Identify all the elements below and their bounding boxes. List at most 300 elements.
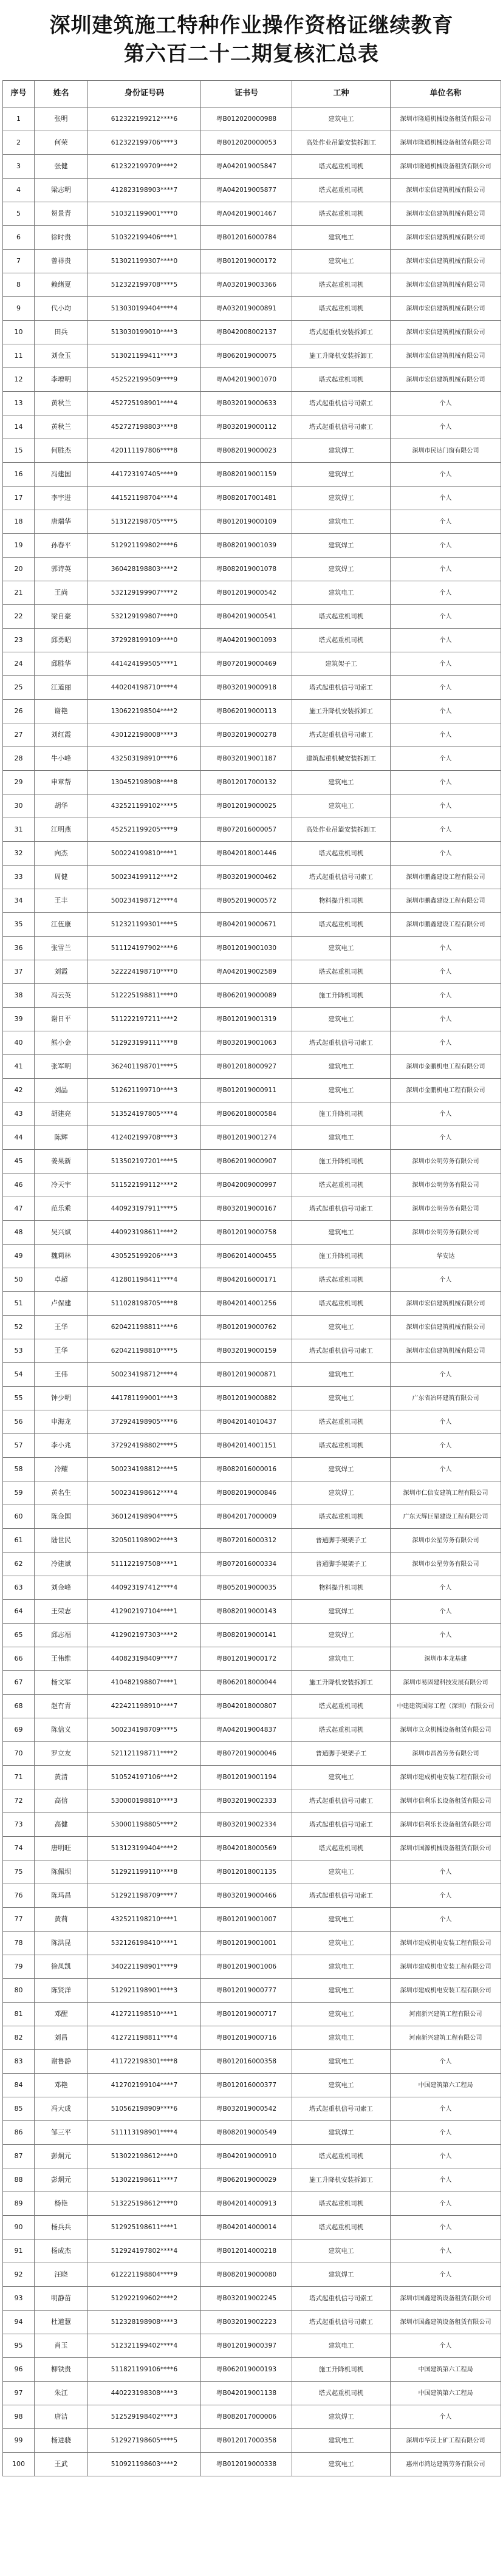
row-name-cell: 王华 [35,1339,88,1363]
row-type-cell: 建筑电工 [292,1055,391,1079]
table-row [3,179,501,202]
row-type-cell: 建筑焊工 [292,463,391,487]
row-seq-cell: 91 [3,2239,35,2263]
table-row [3,1505,501,1529]
row-unit-cell: 深圳市公星劳务有限公司 [391,1529,501,1553]
row-unit-cell: 深圳市建成机电安装工程有限公司 [391,1932,501,1955]
row-type-cell: 建筑电工 [292,1008,391,1031]
row-seq-cell: 84 [3,2074,35,2097]
row-name-cell: 赵有青 [35,1695,88,1718]
row-cert-cell: 粤B042016000171 [201,1268,292,1292]
row-name-cell: 梁志明 [35,179,88,202]
table-row [3,439,501,463]
row-name-cell: 向杰 [35,842,88,866]
row-id-cell: 130452198908****8 [88,771,201,794]
row-id-cell: 511124197902****6 [88,937,201,960]
table-row [3,747,501,771]
row-id-cell: 511028198705****8 [88,1292,201,1316]
row-seq-cell: 65 [3,1624,35,1647]
row-type-cell: 建筑电工 [292,1932,391,1955]
row-id-cell: 432521198210****1 [88,1908,201,1932]
table-row [3,1316,501,1339]
row-name-cell: 王伟 [35,1363,88,1387]
row-cert-cell: 粤B082019000846 [201,1481,292,1505]
row-unit-cell: 个人 [391,984,501,1008]
row-seq-cell: 16 [3,463,35,487]
row-cert-cell: 粤B012019000911 [201,1079,292,1102]
row-id-cell: 530001198805****2 [88,1813,201,1837]
row-seq-cell: 24 [3,652,35,676]
table-row [3,1955,501,1979]
table-row [3,226,501,250]
row-id-cell: 510321199001****0 [88,202,201,226]
row-type-cell: 建筑电工 [292,771,391,794]
table-row [3,1174,501,1197]
row-cert-cell: 粤B032019000112 [201,415,292,439]
row-type-cell: 高处作业吊篮安装拆卸工 [292,131,391,155]
row-id-cell: 441521198704****4 [88,487,201,510]
row-unit-cell: 深圳市公星劳务有限公司 [391,1553,501,1576]
row-name-cell: 张雪兰 [35,937,88,960]
row-name-cell: 江明燕 [35,818,88,842]
table-row [3,1434,501,1458]
row-cert-cell: 粤B062019000907 [201,1150,292,1174]
row-type-cell: 施工升降机安装拆卸工 [292,700,391,723]
row-cert-cell: 粤A042019004837 [201,1718,292,1742]
row-type-cell: 建筑电工 [292,2429,391,2453]
row-type-cell: 建筑电工 [292,1955,391,1979]
row-id-cell: 513022198611****7 [88,2168,201,2192]
row-unit-cell: 个人 [391,2168,501,2192]
row-cert-cell: 粤B042018000807 [201,1695,292,1718]
row-unit-cell: 深圳市建成机电安装工程有限公司 [391,1766,501,1789]
row-id-cell: 412402199708****3 [88,1126,201,1150]
row-id-cell: 372924198905****6 [88,1410,201,1434]
row-unit-cell: 深圳市宏信建筑机械有限公司 [391,368,501,392]
row-unit-cell: 深圳市隆通机械设备租赁有限公司 [391,131,501,155]
row-id-cell: 512921199110****8 [88,1860,201,1884]
row-id-cell: 620421198811****6 [88,1316,201,1339]
row-unit-cell: 惠州市鸿达建筑劳务有限公司 [391,2453,501,2476]
row-unit-cell: 个人 [391,1031,501,1055]
row-name-cell: 黄清 [35,1766,88,1789]
row-seq-cell: 1 [3,108,35,131]
row-type-cell: 塔式起重机司机 [292,605,391,629]
row-cert-cell: 粤B062019000029 [201,2168,292,2192]
row-id-cell: 372924198802****5 [88,1434,201,1458]
row-seq-cell: 29 [3,771,35,794]
row-seq-cell: 48 [3,1221,35,1245]
row-id-cell: 513021199411****3 [88,344,201,368]
row-type-cell: 塔式起重机信号司索工 [292,1339,391,1363]
table-row [3,273,501,297]
table-row [3,2145,501,2168]
row-unit-cell: 深圳市国鑫建筑设备租赁有限公司 [391,2287,501,2311]
row-cert-cell: 粤B032019000918 [201,676,292,700]
row-cert-cell: 粤B032019002333 [201,1789,292,1813]
row-seq-cell: 49 [3,1245,35,1268]
table-row [3,1268,501,1292]
row-name-cell: 谢日平 [35,1008,88,1031]
title-line-2: 第六百二十二期复核汇总表 [124,42,379,66]
row-type-cell: 施工升降机司机 [292,2358,391,2382]
table-row [3,842,501,866]
row-cert-cell: 粤B032019001063 [201,1031,292,1055]
row-type-cell: 建筑电工 [292,1221,391,1245]
row-type-cell: 塔式起重机信号司索工 [292,1789,391,1813]
table-row [3,250,501,273]
row-seq-cell: 37 [3,960,35,984]
row-cert-cell: 粤A042019005877 [201,179,292,202]
row-unit-cell: 个人 [391,2050,501,2074]
row-name-cell: 何荣 [35,131,88,155]
row-unit-cell: 个人 [391,581,501,605]
row-cert-cell: 粤B042014001151 [201,1434,292,1458]
row-seq-cell: 87 [3,2145,35,2168]
row-id-cell: 320501198902****3 [88,1529,201,1553]
row-type-cell: 建筑电工 [292,1316,391,1339]
row-type-cell: 塔式起重机司机 [292,2216,391,2239]
row-cert-cell: 粤B012020000053 [201,131,292,155]
row-name-cell: 陈信义 [35,1718,88,1742]
document-title [2,0,501,80]
row-cert-cell: 粤B082019000549 [201,2121,292,2145]
row-seq-cell: 47 [3,1197,35,1221]
row-cert-cell: 粤B042018001446 [201,842,292,866]
row-seq-cell: 78 [3,1932,35,1955]
row-id-cell: 452521199205****9 [88,818,201,842]
row-unit-cell: 深圳市仁信安建筑工程有限公司 [391,1481,501,1505]
row-type-cell: 塔式起重机司机 [292,1292,391,1316]
row-id-cell: 513502197201****5 [88,1150,201,1174]
row-unit-cell: 河南新兴建筑工程有限公司 [391,2026,501,2050]
row-seq-cell: 71 [3,1766,35,1789]
row-cert-cell: 粤B082019001039 [201,534,292,558]
table-row [3,1979,501,2003]
row-cert-cell: 粤B012019000338 [201,2453,292,2476]
row-cert-cell: 粤B042014000014 [201,2216,292,2239]
row-seq-cell: 64 [3,1600,35,1624]
row-id-cell: 500234199112****2 [88,866,201,889]
table-row [3,392,501,415]
row-seq-cell: 92 [3,2263,35,2287]
header-certificate-number: 证书号 [201,81,292,108]
table-row [3,368,501,392]
table-row [3,1813,501,1837]
row-type-cell: 普通脚手架架子工 [292,1742,391,1766]
row-id-cell: 532129199907****2 [88,581,201,605]
row-seq-cell: 12 [3,368,35,392]
row-unit-cell: 深圳市隆通机械设备租赁有限公司 [391,108,501,131]
row-seq-cell: 8 [3,273,35,297]
row-type-cell: 建筑电工 [292,2239,391,2263]
row-cert-cell: 粤B012019000716 [201,2026,292,2050]
row-unit-cell: 个人 [391,1008,501,1031]
row-id-cell: 511821199106****6 [88,2358,201,2382]
table-header-row [3,81,501,108]
row-unit-cell: 深圳市易固建科技发展有限公司 [391,1671,501,1695]
table-row [3,2263,501,2287]
table-row [3,1695,501,1718]
row-seq-cell: 43 [3,1102,35,1126]
row-id-cell: 412702199104****7 [88,2074,201,2097]
row-unit-cell: 深圳市信利乐长设备租赁有限公司 [391,1789,501,1813]
row-name-cell: 彭炯元 [35,2168,88,2192]
row-name-cell: 魏莉林 [35,1245,88,1268]
row-unit-cell: 个人 [391,392,501,415]
row-seq-cell: 74 [3,1837,35,1860]
table-row [3,463,501,487]
table-row [3,1624,501,1647]
row-seq-cell: 56 [3,1410,35,1434]
row-type-cell: 施工升降机安装拆卸工 [292,2168,391,2192]
row-cert-cell: 粤B012019001001 [201,1932,292,1955]
row-seq-cell: 11 [3,344,35,368]
row-cert-cell: 粤B072016000334 [201,1553,292,1576]
row-seq-cell: 82 [3,2026,35,2050]
row-cert-cell: 粤B082017000006 [201,2405,292,2429]
row-id-cell: 372928199109****0 [88,629,201,652]
row-cert-cell: 粤B032019000466 [201,1884,292,1908]
row-id-cell: 612221198804****9 [88,2263,201,2287]
row-id-cell: 440204198710****4 [88,676,201,700]
row-unit-cell: 深圳市华沃上矿工程有限公司 [391,2429,501,2453]
row-id-cell: 513021199307****0 [88,250,201,273]
row-cert-cell: 粤B052019000035 [201,1576,292,1600]
table-row [3,1481,501,1505]
row-cert-cell: 粤B032019002245 [201,2287,292,2311]
row-cert-cell: 粤B062014000455 [201,1245,292,1268]
header-unit-name: 单位名称 [391,81,501,108]
row-cert-cell: 粤B012019001274 [201,1126,292,1150]
table-row [3,2097,501,2121]
row-id-cell: 513123199404****2 [88,1837,201,1860]
row-unit-cell: 个人 [391,605,501,629]
row-type-cell: 建筑焊工 [292,2121,391,2145]
row-cert-cell: 粤B042014000913 [201,2192,292,2216]
row-name-cell: 胡华 [35,794,88,818]
table-row [3,202,501,226]
row-id-cell: 512621199710****3 [88,1079,201,1102]
row-name-cell: 赖绪夏 [35,273,88,297]
row-seq-cell: 66 [3,1647,35,1671]
row-cert-cell: 粤A042019005847 [201,155,292,179]
row-seq-cell: 54 [3,1363,35,1387]
table-row [3,771,501,794]
row-type-cell: 塔式起重机司机 [292,368,391,392]
row-id-cell: 440923198611****2 [88,1221,201,1245]
row-name-cell: 冷天宇 [35,1174,88,1197]
row-seq-cell: 85 [3,2097,35,2121]
row-name-cell: 唐瑞华 [35,510,88,534]
table-row [3,1008,501,1031]
row-unit-cell: 深圳市本龙基建 [391,1647,501,1671]
row-id-cell: 412902197104****1 [88,1600,201,1624]
table-row [3,2382,501,2405]
row-name-cell: 杨文军 [35,1671,88,1695]
row-seq-cell: 67 [3,1671,35,1695]
row-name-cell: 陈玛昌 [35,1884,88,1908]
header-id-number: 身份证号码 [88,81,201,108]
row-type-cell: 高处作业吊篮安装拆卸工 [292,818,391,842]
row-seq-cell: 30 [3,794,35,818]
row-id-cell: 500234198612****4 [88,1481,201,1505]
row-name-cell: 刘晶 [35,1079,88,1102]
table-row [3,2405,501,2429]
row-name-cell: 江伍康 [35,913,88,937]
row-cert-cell: 粤B082019000141 [201,1624,292,1647]
table-row [3,487,501,510]
row-seq-cell: 33 [3,866,35,889]
row-name-cell: 杨艳 [35,2192,88,2216]
row-name-cell: 高健 [35,1813,88,1837]
row-id-cell: 512924197802****4 [88,2239,201,2263]
row-id-cell: 522224198710****0 [88,960,201,984]
row-name-cell: 牛小峰 [35,747,88,771]
row-type-cell: 塔式起重机司机 [292,155,391,179]
row-id-cell: 512927198605****5 [88,2429,201,2453]
row-cert-cell: 粤A042019001467 [201,202,292,226]
row-id-cell: 452727198803****8 [88,415,201,439]
row-seq-cell: 80 [3,1979,35,2003]
row-id-cell: 512322199708****5 [88,273,201,297]
table-row [3,913,501,937]
row-seq-cell: 50 [3,1268,35,1292]
row-name-cell: 李增明 [35,368,88,392]
table-row [3,2453,501,2476]
row-unit-cell: 深圳市鹏鑫建设工程有限公司 [391,889,501,913]
table-row [3,1363,501,1387]
row-type-cell: 建筑电工 [292,510,391,534]
table-row [3,723,501,747]
table-row [3,2168,501,2192]
row-cert-cell: 粤B072016000312 [201,1529,292,1553]
row-unit-cell: 深圳市民达门窗有限公司 [391,439,501,463]
row-name-cell: 高信 [35,1789,88,1813]
row-seq-cell: 73 [3,1813,35,1837]
row-name-cell: 柳铁贵 [35,2358,88,2382]
row-unit-cell: 个人 [391,700,501,723]
row-name-cell: 徐凤凯 [35,1955,88,1979]
row-id-cell: 420111197806****8 [88,439,201,463]
row-seq-cell: 13 [3,392,35,415]
row-id-cell: 452522199509****9 [88,368,201,392]
row-cert-cell: 粤B012019001194 [201,1766,292,1789]
header-job-type: 工种 [292,81,391,108]
row-unit-cell: 深圳市宏信建筑机械有限公司 [391,297,501,321]
row-name-cell: 陈金国 [35,1505,88,1529]
row-cert-cell: 粤B012019001006 [201,1955,292,1979]
row-name-cell: 申海龙 [35,1410,88,1434]
row-type-cell: 塔式起重机司机 [292,960,391,984]
row-name-cell: 刘霞 [35,960,88,984]
row-unit-cell: 个人 [391,1434,501,1458]
row-seq-cell: 59 [3,1481,35,1505]
row-cert-cell: 粤B012019001030 [201,937,292,960]
row-type-cell: 塔式起重机信号司索工 [292,1813,391,1837]
row-id-cell: 430525199206****3 [88,1245,201,1268]
row-type-cell: 塔式起重机信号司索工 [292,676,391,700]
row-cert-cell: 粤B012019000762 [201,1316,292,1339]
row-unit-cell: 个人 [391,771,501,794]
row-name-cell: 胡建亮 [35,1102,88,1126]
row-name-cell: 杨成杰 [35,2239,88,2263]
table-row [3,344,501,368]
row-unit-cell: 中国建筑第六工程局 [391,2382,501,2405]
row-seq-cell: 19 [3,534,35,558]
row-id-cell: 513122198705****5 [88,510,201,534]
row-type-cell: 塔式起重机信号司索工 [292,392,391,415]
row-type-cell: 建筑电工 [292,2074,391,2097]
row-id-cell: 500234198712****4 [88,1363,201,1387]
row-id-cell: 530000198810****3 [88,1789,201,1813]
row-name-cell: 冯建国 [35,463,88,487]
table-row [3,1766,501,1789]
row-type-cell: 塔式起重机司机 [292,1718,391,1742]
row-cert-cell: 粤B062018000584 [201,1102,292,1126]
row-unit-cell: 深圳市公明劳务有限公司 [391,1150,501,1174]
row-type-cell: 塔式起重机安装拆卸工 [292,321,391,344]
row-type-cell: 建筑焊工 [292,1458,391,1481]
row-unit-cell: 个人 [391,652,501,676]
row-type-cell: 建筑焊工 [292,1600,391,1624]
row-seq-cell: 63 [3,1576,35,1600]
row-unit-cell: 华安达 [391,1245,501,1268]
row-name-cell: 曾祥贵 [35,250,88,273]
row-seq-cell: 52 [3,1316,35,1339]
table-row [3,2050,501,2074]
row-cert-cell: 粤B012017000132 [201,771,292,794]
row-unit-cell: 个人 [391,1576,501,1600]
row-unit-cell: 深圳市宏信建筑机械有限公司 [391,344,501,368]
row-cert-cell: 粤B012016000377 [201,2074,292,2097]
row-unit-cell: 深圳市昌盈劳务有限公司 [391,1742,501,1766]
row-name-cell: 李宇进 [35,487,88,510]
row-cert-cell: 粤B012018001135 [201,1860,292,1884]
row-unit-cell: 深圳市隆通机械设备租赁有限公司 [391,155,501,179]
row-type-cell: 普通脚手架架子工 [292,1553,391,1576]
row-cert-cell: 粤A032019000891 [201,297,292,321]
row-id-cell: 441424199505****1 [88,652,201,676]
row-cert-cell: 粤B012019000871 [201,1363,292,1387]
row-name-cell: 申章帮 [35,771,88,794]
row-seq-cell: 72 [3,1789,35,1813]
table-row [3,960,501,984]
row-cert-cell: 粤B042019000541 [201,605,292,629]
row-id-cell: 500234198812****5 [88,1458,201,1481]
row-cert-cell: 粤B012019000172 [201,1647,292,1671]
table-row [3,2216,501,2239]
row-type-cell: 建筑焊工 [292,2263,391,2287]
row-name-cell: 邹三平 [35,2121,88,2145]
row-type-cell: 塔式起重机信号司索工 [292,1197,391,1221]
row-seq-cell: 28 [3,747,35,771]
row-id-cell: 362401198701****5 [88,1055,201,1079]
row-unit-cell: 个人 [391,2097,501,2121]
row-unit-cell: 深圳市宏信建筑机械有限公司 [391,1316,501,1339]
table-row [3,1197,501,1221]
row-cert-cell: 粤B062019000113 [201,700,292,723]
row-type-cell: 塔式起重机司机 [292,2192,391,2216]
table-row [3,1458,501,1481]
row-type-cell: 塔式起重机信号司索工 [292,1031,391,1055]
row-seq-cell: 75 [3,1860,35,1884]
row-unit-cell: 个人 [391,937,501,960]
table-row [3,1671,501,1695]
row-name-cell: 陈佩坝 [35,1860,88,1884]
table-row [3,1908,501,1932]
row-seq-cell: 25 [3,676,35,700]
